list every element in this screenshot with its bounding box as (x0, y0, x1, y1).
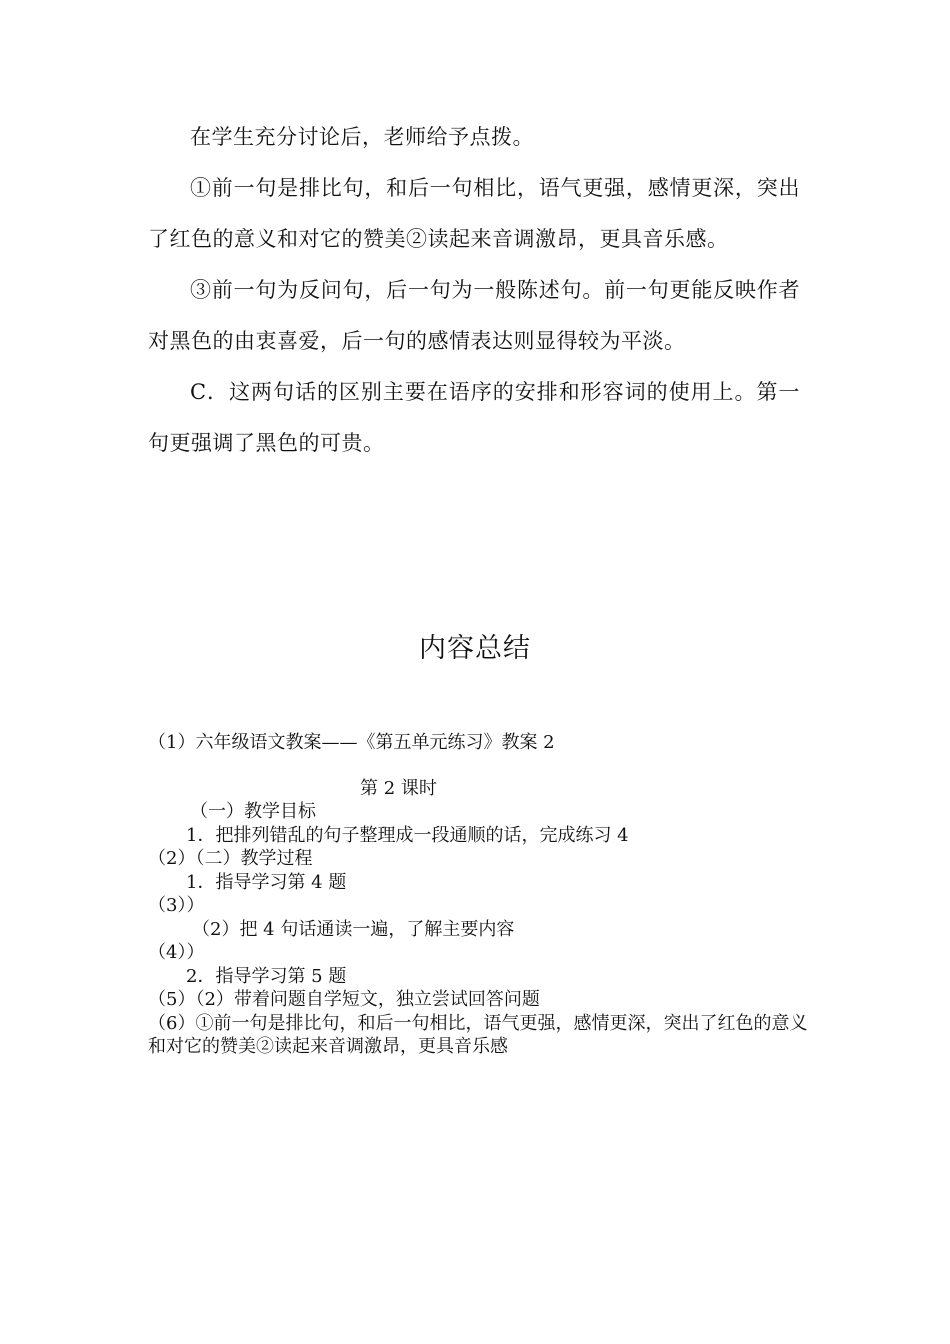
summary-line: （4）） (148, 942, 205, 963)
summary-lesson: 第 2 课时 (360, 777, 437, 799)
summary-line: 1．指导学习第 4 题 (186, 871, 347, 893)
summary-line: （一）教学目标 (190, 801, 316, 822)
summary-line: 2．指导学习第 5 题 (186, 965, 347, 987)
summary-line: 1．把排列错乱的句子整理成一段通顺的话，完成练习 4 (186, 824, 629, 846)
summary-heading: 内容总结 (419, 633, 531, 664)
summary-line: （3）） (148, 895, 205, 916)
paragraph: 在学生充分讨论后，老师给予点拨。 (190, 125, 534, 149)
summary-line: （6）①前一句是排比句，和后一句相比，语气更强，感情更深，突出了红色的意义和对它的赞美②读起来音调激昂，更具音乐感 (148, 1012, 808, 1057)
summary-section (148, 728, 808, 1059)
summary-doc-title: （1）六年级语文教案——《第五单元练习》教案 2 (148, 732, 555, 753)
paragraph: C．这两句话的区别主要在语序的安排和形容词的使用上。第一句更强调了黑色的可贵。 (148, 380, 800, 455)
summary-line: （5）（2）带着问题自学短文，独立尝试回答问题 (148, 989, 540, 1010)
body-text (148, 112, 800, 469)
summary-line: （2）（二）教学过程 (148, 848, 313, 869)
summary-line: （2）把 4 句话通读一遍，了解主要内容 (192, 918, 515, 940)
paragraph: ③前一句为反问句，后一句为一般陈述句。前一句更能反映作者对黑色的由衷喜爱，后一句的感情表达则显得较为平淡。 (148, 278, 800, 353)
paragraph: ①前一句是排比句，和后一句相比，语气更强，感情更深，突出了红色的意义和对它的赞美②读起来音调激昂，更具音乐感。 (148, 176, 800, 251)
